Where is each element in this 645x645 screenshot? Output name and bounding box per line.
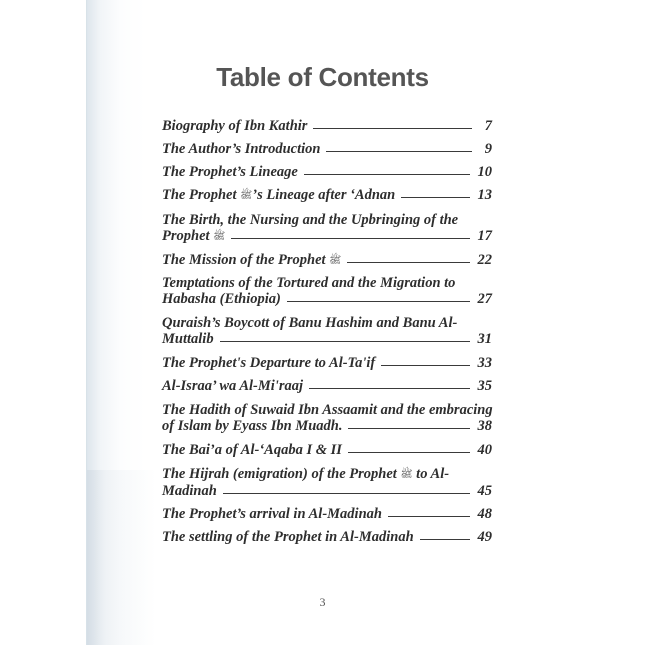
toc-entry[interactable] [162, 355, 492, 371]
toc-entry-page: 17 [477, 228, 492, 244]
dot-leader [220, 341, 470, 342]
toc-entry[interactable] [162, 141, 492, 157]
dot-leader [348, 452, 470, 453]
toc-entry-page: 35 [477, 378, 492, 394]
toc-entry-title-line2: Habasha (Ethiopia) [162, 291, 281, 307]
dot-leader [231, 238, 469, 239]
toc-entry-title-line2: Madinah [162, 483, 217, 499]
dot-leader [223, 493, 470, 494]
toc-entry-page: 40 [477, 442, 492, 458]
toc-entry-title: Al-Israa’ wa Al-Mi'raaj [162, 378, 303, 394]
toc-entry-title-line2: Prophet ﷺ [162, 228, 226, 244]
toc-entry-title: The Mission of the Prophet ﷺ [162, 252, 342, 268]
toc-entry-title: The Bai’a of Al-‘Aqaba I & II [162, 442, 342, 458]
honorific-symbol-icon: ﷺ [329, 255, 342, 266]
toc-entry[interactable] [162, 506, 492, 522]
toc-entry[interactable] [162, 315, 492, 347]
dot-leader [420, 539, 470, 540]
toc-entry-title: The Author’s Introduction [162, 141, 321, 157]
toc-entry[interactable] [162, 529, 492, 545]
page-title: Table of Contents [216, 62, 429, 92]
page-number: 3 [319, 595, 326, 609]
toc-entry[interactable] [162, 118, 492, 134]
toc-entry-title-line1: The Hadith of Suwaid Ibn Assaamit and the embracing [162, 402, 493, 418]
toc-entry-title: Biography of Ibn Kathir [162, 118, 308, 134]
toc-entry-page: 10 [477, 164, 492, 180]
toc-entry-page: 22 [477, 252, 492, 268]
toc-entry[interactable] [162, 378, 492, 394]
toc-entry[interactable] [162, 275, 492, 307]
toc-entry-page: 31 [477, 331, 492, 347]
honorific-symbol-icon: ﷺ [213, 231, 226, 242]
toc-entry[interactable] [162, 252, 492, 269]
toc-entry-title-line1: The Birth, the Nursing and the Upbringing of the [162, 212, 459, 228]
toc-entry-page: 27 [477, 291, 492, 307]
toc-entry-title: The Prophet's Departure to Al-Ta'if [162, 355, 376, 371]
dot-leader [313, 128, 472, 129]
dot-leader [309, 388, 470, 389]
toc-entry-page: 48 [477, 506, 492, 522]
dot-leader [347, 262, 469, 263]
toc-entry[interactable] [162, 164, 492, 180]
honorific-symbol-icon: ﷺ [240, 190, 253, 201]
dot-leader [287, 301, 470, 302]
toc-entry-page: 49 [477, 529, 492, 545]
toc-entry-title: The settling of the Prophet in Al-Madinah [162, 529, 414, 545]
toc-entry-page: 9 [484, 141, 492, 157]
page-edge [86, 0, 87, 645]
toc-entry-title-line1: Quraish’s Boycott of Banu Hashim and Banu Al- [162, 315, 458, 331]
toc-entry[interactable] [162, 212, 492, 245]
toc-entry-page: 45 [477, 483, 492, 499]
toc-entry-title-line1: Temptations of the Tortured and the Migration to [162, 275, 456, 291]
toc-entry-page: 7 [484, 118, 492, 134]
toc-entry[interactable] [162, 442, 492, 458]
toc-entry[interactable] [162, 402, 492, 434]
toc-entry-title: The Prophet’s arrival in Al-Madinah [162, 506, 382, 522]
toc-entry-title: The Prophet ﷺ’s Lineage after ‘Adnan [162, 187, 396, 203]
honorific-symbol-icon: ﷺ [400, 469, 413, 480]
dot-leader [401, 197, 469, 198]
toc-entry-page: 33 [477, 355, 492, 371]
toc-entry-title-line2: of Islam by Eyass Ibn Muadh. [162, 418, 343, 434]
toc-entry-page: 13 [477, 187, 492, 203]
toc-entry-title-line1: The Hijrah (emigration) of the Prophet ﷺ to Al- [162, 466, 450, 482]
toc-entry-page: 38 [477, 418, 492, 434]
toc-entry-title-line2: Muttalib [162, 331, 214, 347]
toc-entry[interactable] [162, 466, 492, 499]
dot-leader [348, 428, 469, 429]
dot-leader [388, 516, 470, 517]
page-binding-shadow-lower [86, 470, 156, 645]
toc-entry-title: The Prophet’s Lineage [162, 164, 298, 180]
dot-leader [304, 174, 470, 175]
dot-leader [326, 151, 472, 152]
toc-entry[interactable] [162, 187, 492, 204]
dot-leader [381, 365, 469, 366]
